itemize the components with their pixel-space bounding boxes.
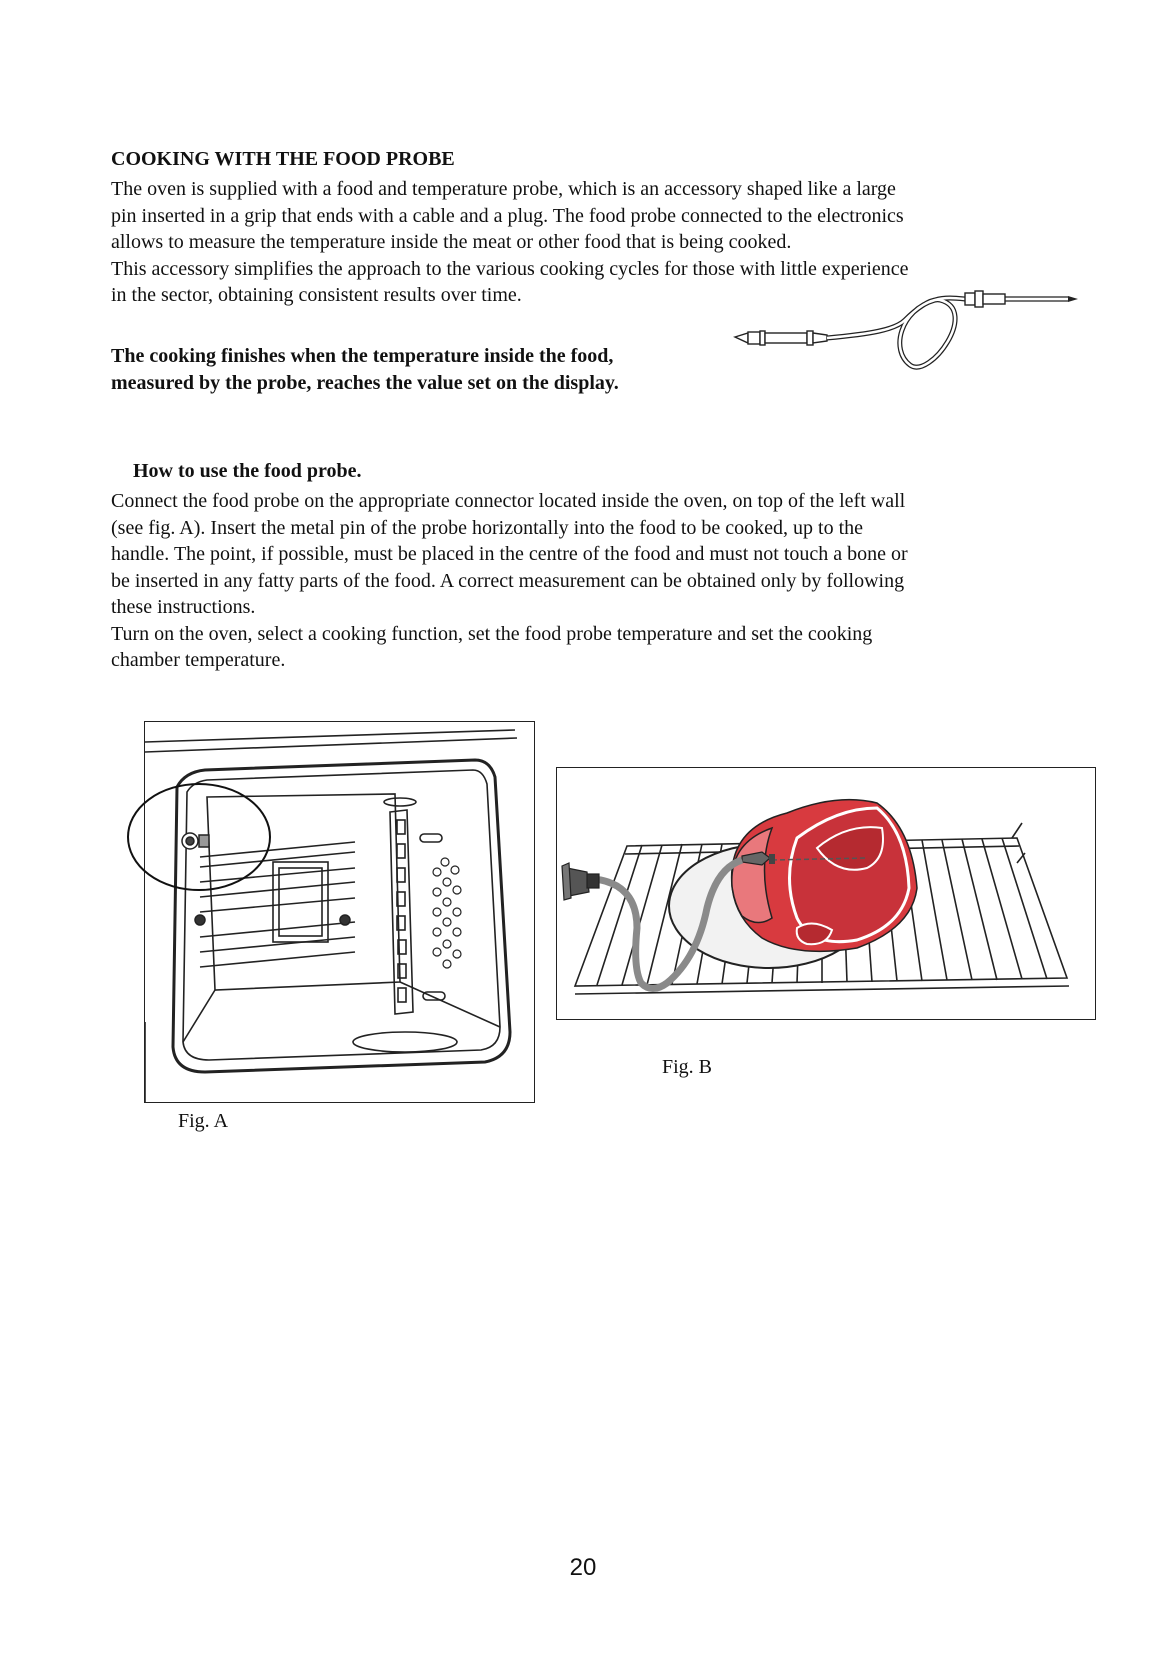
how-to-line: chamber temperature. [111,649,286,671]
probe-grip [965,291,1005,307]
meat-roast [732,800,917,952]
how-to-heading: How to use the food probe. [133,460,362,482]
cooking-finish-note [111,343,711,396]
figure-a-frame [144,721,535,1103]
probe-plug [735,331,827,345]
figure-b-frame [556,767,1096,1020]
page-number: 20 [569,1554,597,1581]
oven-cavity-illustration [145,722,534,1102]
how-to-paragraph [111,488,1061,674]
section-title: COOKING WITH THE FOOD PROBE [111,148,455,170]
note-line: measured by the probe, reaches the value set on the display. [111,371,619,394]
figure-a-caption: Fig. A [178,1110,229,1132]
intro-line: in the sector, obtaining consistent results over time. [111,284,522,306]
connector-highlight-circle [124,780,274,895]
meat-probe-illustration [557,768,1095,1019]
how-to-line: Connect the food probe on the appropriate connector located inside the oven, on top of the left wall [111,490,906,512]
intro-line: pin inserted in a grip that ends with a cable and a plug. The food probe connected to the electronics [111,204,904,227]
how-to-line: Turn on the oven, select a cooking function, set the food probe temperature and set the cooking [111,622,873,645]
how-to-line: (see fig. A). Insert the metal pin of the probe horizontally into the food to be cooked, up to the [111,516,864,539]
intro-paragraph [111,176,1061,309]
intro-line: This accessory simplifies the approach to the various cooking cycles for those with little experience [111,257,909,280]
figure-b-caption: Fig. B [662,1056,713,1078]
probe-pin [1005,296,1078,302]
how-to-line: these instructions. [111,596,256,618]
intro-line: The oven is supplied with a food and temperature probe, which is an accessory shaped like a large [111,178,896,200]
intro-line: allows to measure the temperature inside the meat or other food that is being cooked. [111,231,792,253]
wall-connector [562,863,599,900]
how-to-line: be inserted in any fatty parts of the food. A correct measurement can be obtained only by following [111,569,905,592]
note-line: The cooking finishes when the temperature inside the food, [111,345,614,367]
probe-cable [827,298,965,367]
food-probe-illustration [730,290,1080,400]
how-to-line: handle. The point, if possible, must be placed in the centre of the food and must not touch a bone or [111,543,908,565]
